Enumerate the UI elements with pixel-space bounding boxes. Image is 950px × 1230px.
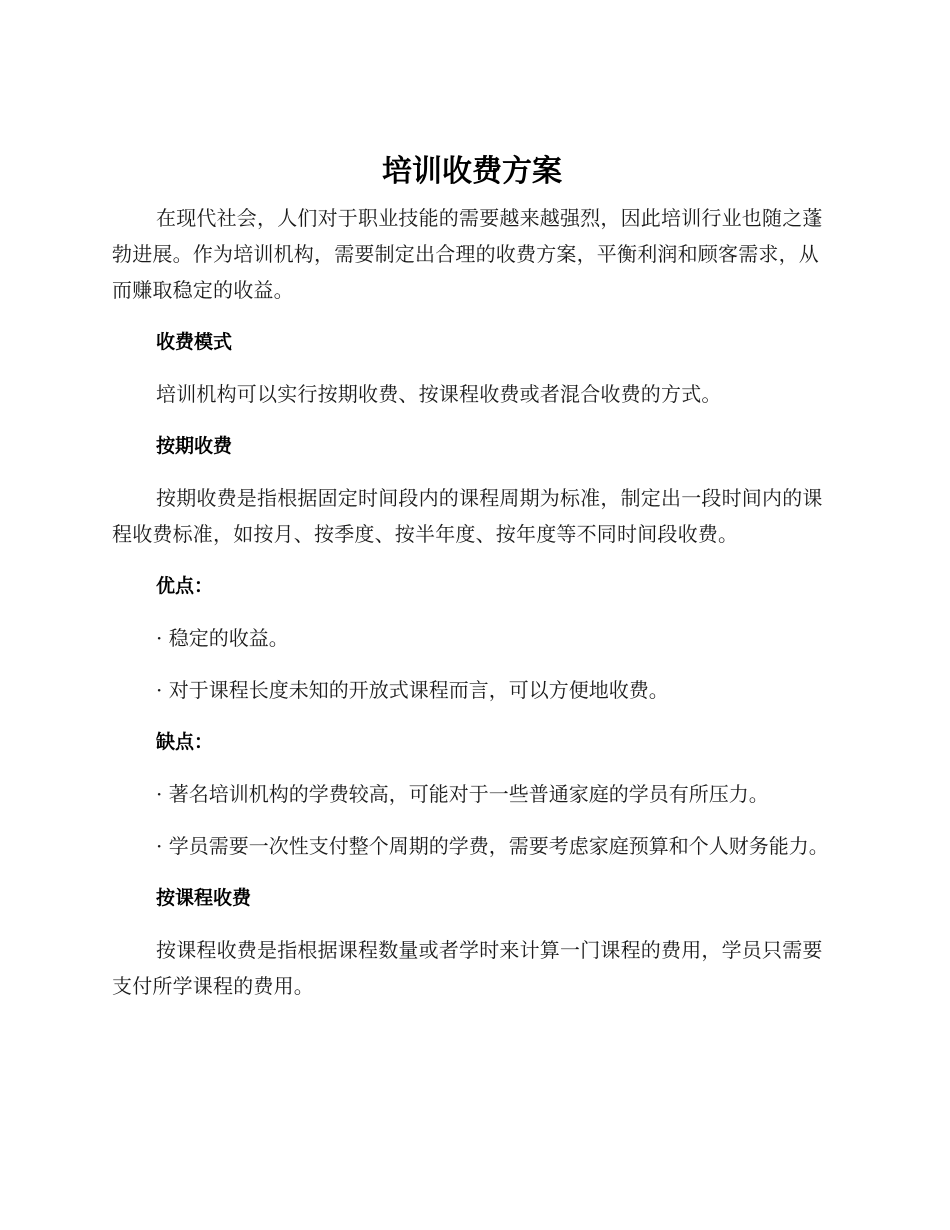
fee-mode-paragraph: 培训机构可以实行按期收费、按课程收费或者混合收费的方式。 [156, 382, 722, 406]
heading-period-fee: 按期收费 [156, 435, 233, 457]
pros-heading: 优点： [156, 575, 214, 597]
period-fee-paragraph: 按期收费是指根据固定时间段内的课程周期为标准，制定出一段时间内的课程收费标准，如按月、按季度、按半年度、按年度等不同时间段收费。 [112, 486, 823, 546]
document-title: 培训收费方案 [382, 154, 562, 189]
cons-item: · 学员需要一次性支付整个周期的学费，需要考虑家庭预算和个人财务能力。 [156, 834, 829, 858]
heading-fee-mode: 收费模式 [156, 331, 233, 353]
pros-item: · 稳定的收益。 [156, 626, 289, 650]
cons-heading: 缺点： [156, 731, 214, 753]
heading-course-fee: 按课程收费 [156, 887, 252, 909]
pros-item: · 对于课程长度未知的开放式课程而言，可以方便地收费。 [156, 678, 669, 702]
intro-paragraph: 在现代社会，人们对于职业技能的需要越来越强烈，因此培训行业也随之蓬勃进展。作为培训机构，需要制定出合理的收费方案，平衡利润和顾客需求，从而赚取稳定的收益。 [112, 206, 823, 302]
document-page [112, 150, 832, 1004]
course-fee-paragraph: 按课程收费是指根据课程数量或者学时来计算一门课程的费用，学员只需要支付所学课程的费用。 [112, 938, 823, 998]
cons-item: · 著名培训机构的学费较高，可能对于一些普通家庭的学员有所压力。 [156, 782, 769, 806]
